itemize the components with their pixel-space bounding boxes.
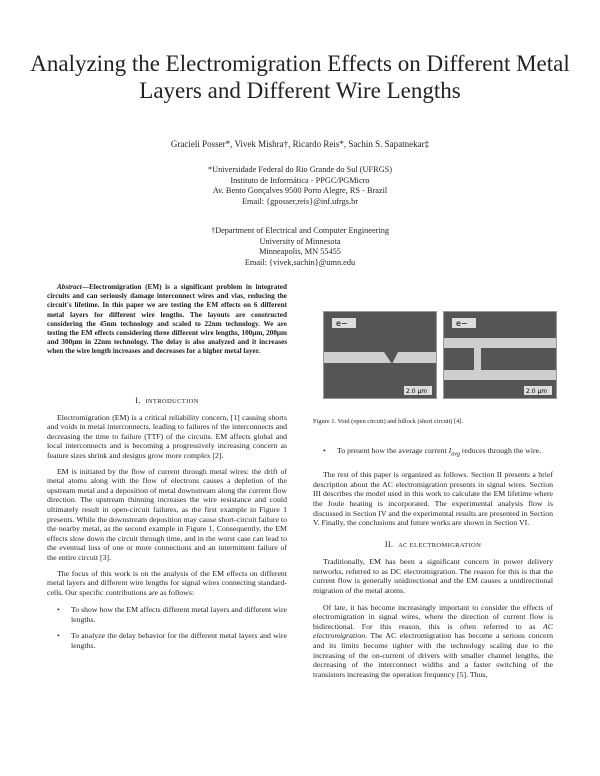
- section-title: AC ELECTROMIGRATION: [397, 541, 482, 549]
- affiliation-email: Email: {vivek,sachin}@umn.edu: [244, 258, 356, 268]
- author-list: Gracieli Posser*, Vivek Mishra†, Ricardo Reis*, Sachin S. Sapatnekar‡: [170, 139, 430, 149]
- affiliation-line: Instituto de Informática - PPGC/PGMicro: [230, 175, 370, 185]
- affiliation-email: Email: {gposser,reis}@inf.ufrgs.br: [241, 197, 359, 207]
- introduction-section: [47, 396, 287, 651]
- right-column: [313, 446, 553, 679]
- paragraph: Electromigration (EM) is a critical reliability concern, [1] causing shorts and voids in metal interconnects, leading to failures of the interconnects and decreasing the time to failure (TTF) of the circuits. EM affects global and local interconnects and is becoming a progressively increasing concern as feature sizes shrink and designs grow more complex [2].: [47, 412, 287, 460]
- affiliation-line: University of Minnesota: [259, 236, 341, 246]
- section-heading: [47, 396, 287, 407]
- hillock-micrograph: [444, 312, 556, 398]
- contribution-list: [313, 446, 553, 460]
- affiliation-line: Av. Bento Gonçalves 9500 Porto Alegre, RS - Brazil: [212, 186, 388, 196]
- bullet-icon: •: [323, 446, 326, 455]
- hillock-image: [443, 311, 557, 399]
- section-title: INTRODUCTION: [145, 398, 199, 405]
- affiliation-line: Minneapolis, MN 55455: [259, 247, 341, 257]
- list-item-text: To present how the average current $I_{avg}$ reduces through the wire.: [337, 446, 542, 458]
- paragraph: The rest of this paper is organized as follows. Section II presents a brief description about the AC electromigration presents in signal wires. Section III describes the model used in this work to calculate the EM lifetime where the Joule heating is incorporated. The experimental analysis flow is discussed in Section IV and the experimental results are presented in Section V. Finally, the conclusions and future works are shown in Section VI.: [313, 470, 553, 528]
- list-item-text: To show how the EM affects different metal layers and different wire lengths.: [71, 605, 287, 624]
- affiliation-umn: [0, 226, 600, 269]
- figure-caption: Figure 1. Void (open circuit) and hillock (short circuit) [4].: [313, 418, 464, 425]
- abstract: [47, 283, 287, 357]
- paper-title: Analyzing the Electromigration Effects on Different Metal Layers and Different Wire Lengths: [30, 51, 570, 103]
- electron-label: e−: [456, 319, 468, 328]
- abstract-text: —Electromigration (EM) is a significant problem in integrated circuits and can seriously damage interconnect wires and vias, reducing the circuit's lifetime. In this paper we are testing the EM effects on 6 different metal layers for different wire lengths. The layouts are constructed considering the 45nm technology and scaled to 22nm technology. We are testing the EM effects considering three different wire lengths, 100μm, 200μm and 300μm in 22nm technology. The delay is also analyzed and it increases when the wire length increases and decreases for a higher metal layer.: [47, 283, 287, 356]
- section-number: I.: [135, 396, 141, 405]
- paragraph: The focus of this work is on the analysis of the EM effects on different metal layers and different wire lengths for signal wires connecting standard-cells. Our specific contributions are as follows:: [47, 568, 287, 597]
- void-micrograph: [324, 312, 436, 398]
- list-item: [313, 446, 553, 460]
- section-number: II.: [384, 539, 394, 549]
- list-item: [47, 631, 287, 650]
- figure-1: [323, 311, 563, 397]
- list-item-text: To analyze the delay behavior for the different metal layers and wire lengths.: [71, 631, 287, 651]
- contribution-list: [47, 605, 287, 650]
- paragraph: Traditionally, EM has been a significant concern in power delivery networks, referred to as DC electromigration. The reason for this is that the current flow is generally unidirectional and the EM causes a unidirectional migration of the metal atoms.: [313, 557, 553, 596]
- list-item: [47, 605, 287, 624]
- affiliation-line: †Department of Electrical and Computer Engineering: [210, 226, 390, 235]
- void-image: [323, 311, 437, 399]
- affiliation-ufrgs: [0, 165, 600, 208]
- paragraph: Of late, it has become increasingly important to consider the effects of electromigration in signal wires, where the direction of current flow is bidirectional. For this reason, this is often referred to as AC electromigration. The AC electromigration has become a serious concern and its limits become tighter with the technology scaling due to the increasing of the on-current of drivers with smaller channel lengths, the decreasing of the interconnect widths and a faster switching of the transistors increasing the operation frequency [5]. Thus,: [313, 602, 553, 679]
- scale-bar-label: 2.0 μm: [406, 388, 428, 395]
- electron-label: e−: [336, 319, 348, 328]
- bullet-icon: •: [57, 605, 60, 615]
- paragraph: EM is initiated by the flow of current through metal wires: the drift of metal atoms along with the flow of electrons causes a depletion of the upstream metal and a deposition of metal downstream along the current flow direction. The upstream thinning increases the wire resistance and could ultimately result in open-circuit failures, as the first example in Figure 1 presents. While the downstream deposition may cause short-circuit failure to the nearby metal, as the second example in Figure 1. Consequently, the EM effects slow down the circuit through time, and in the worst case can lead to the eventual loss of one or more connections and an intermittent failure of the entire circuit [3].: [47, 466, 287, 562]
- bullet-icon: •: [57, 631, 60, 641]
- scale-bar-label: 2.0 μm: [526, 388, 548, 395]
- abstract-label: Abstract: [57, 283, 82, 291]
- section-heading: [313, 540, 553, 551]
- affiliation-line: *Universidade Federal do Rio Grande do Sul (UFRGS): [207, 165, 393, 174]
